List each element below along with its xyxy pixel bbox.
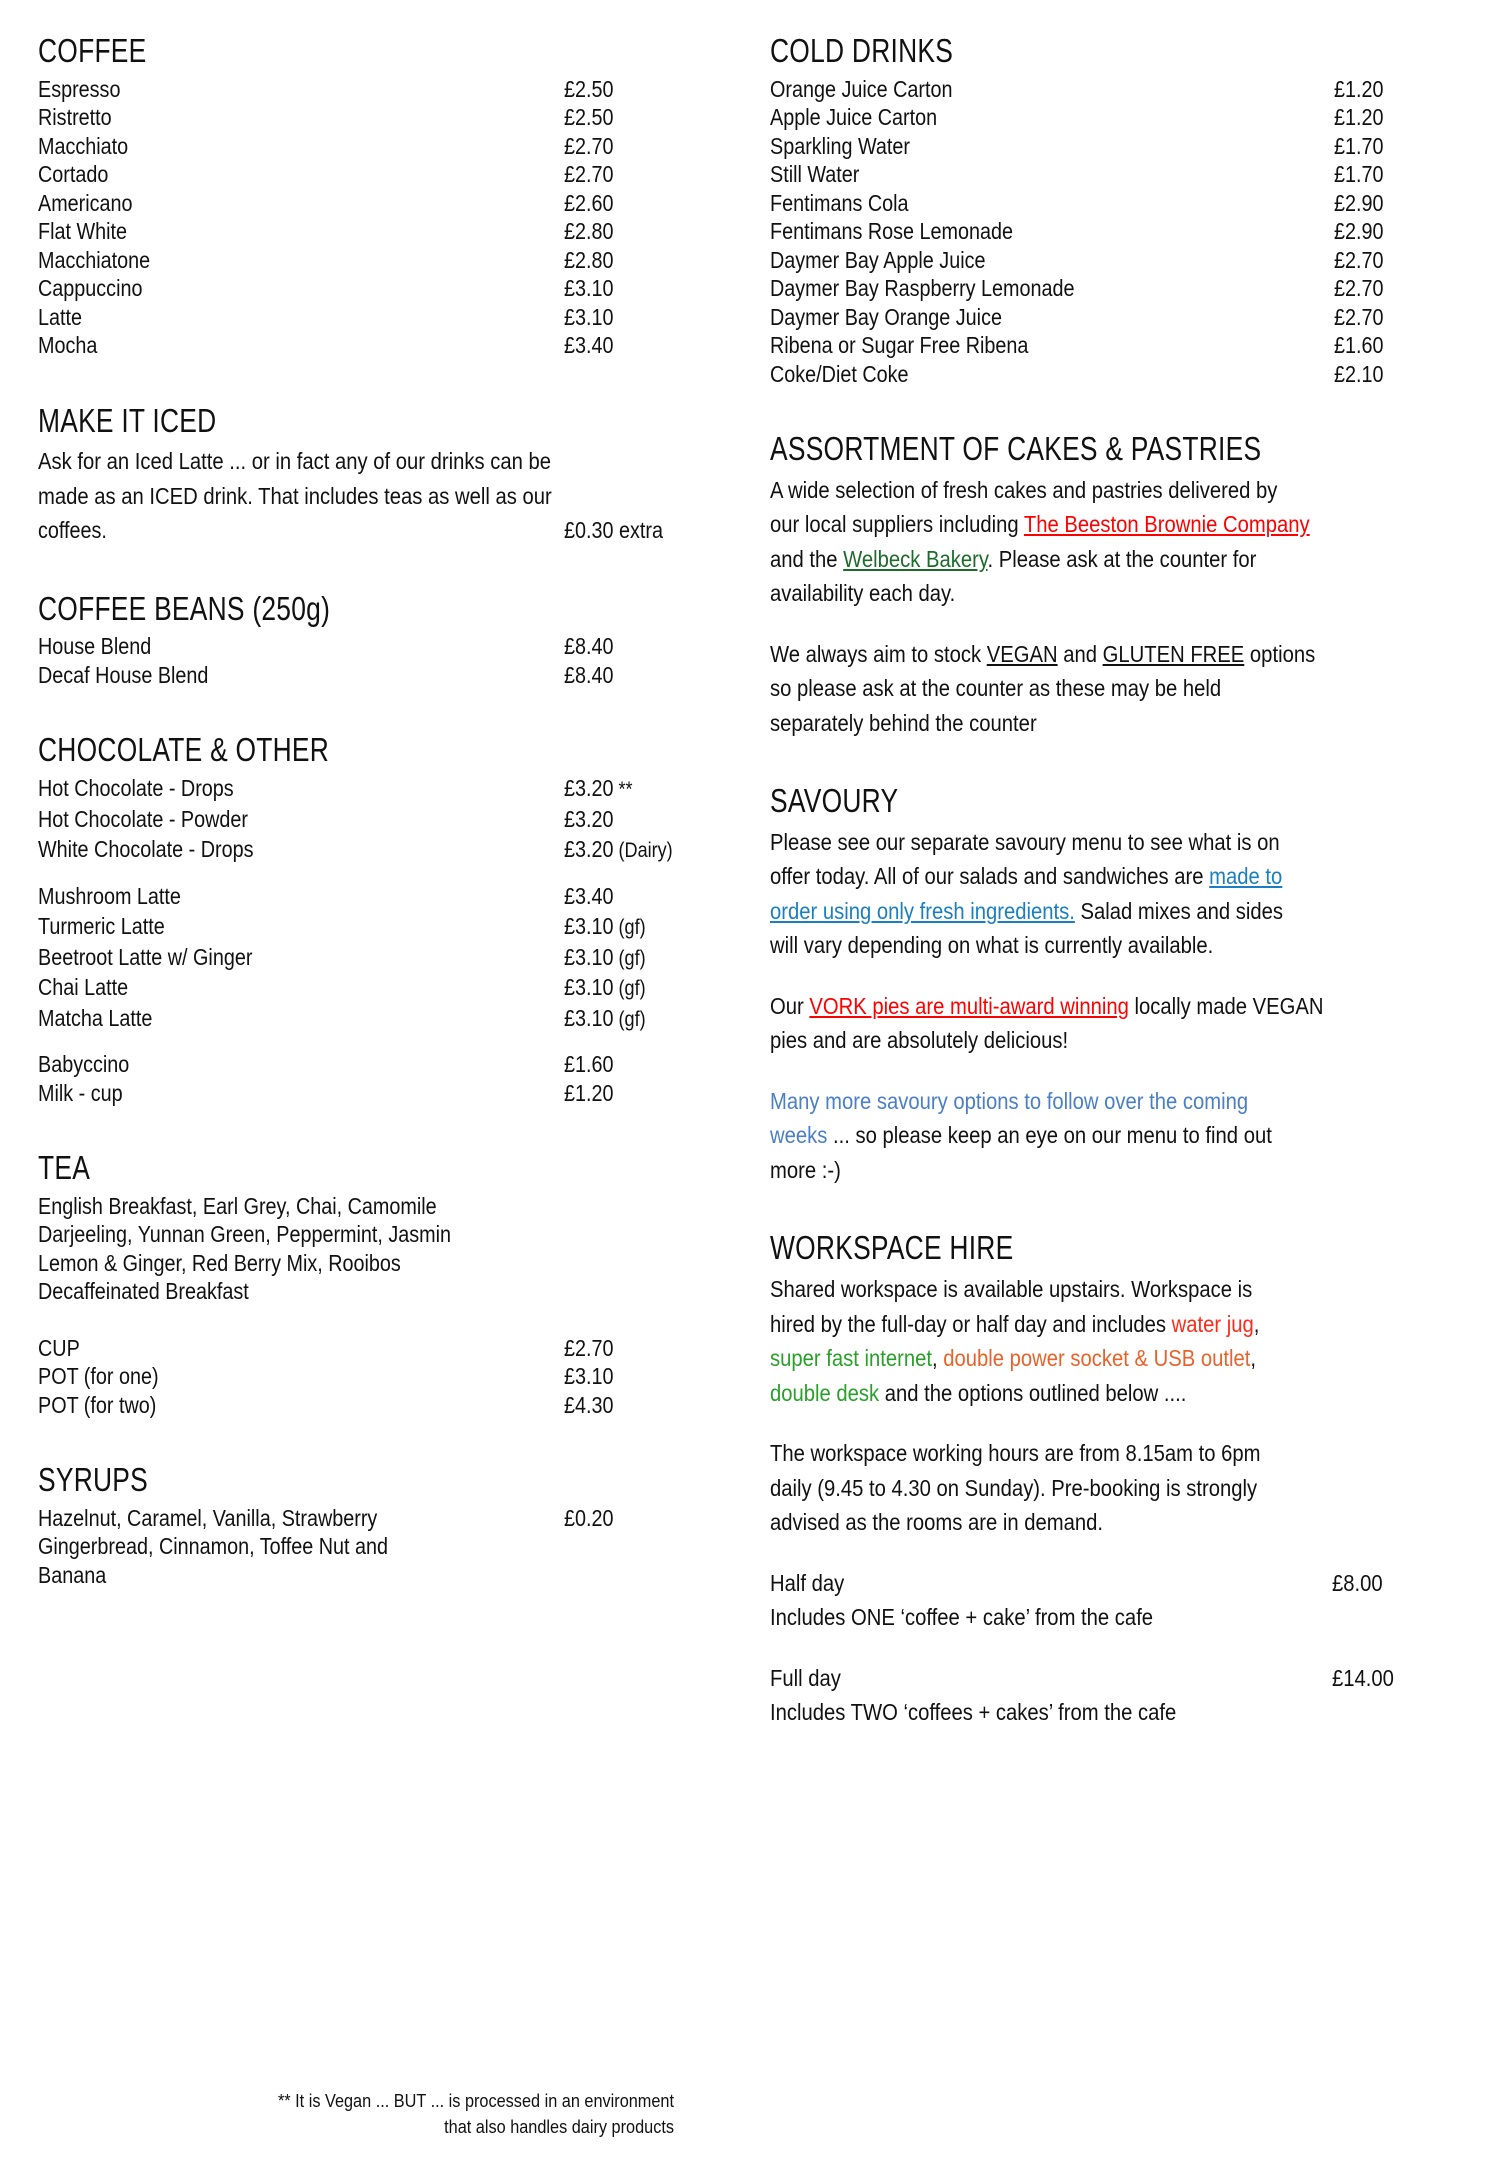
tea-variety-line: Darjeeling, Yunnan Green, Peppermint, Jasmin [38, 1221, 452, 1248]
item-name: Milk - cup [38, 1079, 123, 1106]
table-row [770, 246, 1462, 275]
item-price: £3.10 (gf) [564, 1004, 646, 1031]
item-name: Matcha Latte [38, 1004, 153, 1031]
table-row [38, 1561, 714, 1590]
item-name: Babyccino [38, 1051, 130, 1078]
spacer [770, 1540, 1462, 1566]
savoury-paragraph-3 [770, 1084, 1462, 1188]
item-name: Chai Latte [38, 974, 129, 1001]
item-name: Apple Juice Carton [770, 104, 938, 131]
item-price: £8.40 [564, 633, 614, 660]
table-row [38, 1504, 714, 1533]
table-row [38, 1532, 714, 1561]
item-price: £2.70 [1334, 303, 1384, 330]
link-made-to-order-part1[interactable]: made to [1209, 863, 1283, 890]
item-name: Mocha [38, 332, 98, 359]
item-price-suffix: (gf) [613, 1007, 646, 1031]
item-name: POT (for one) [38, 1363, 159, 1390]
item-name: Coke/Diet Coke [770, 360, 909, 387]
item-name: Cortado [38, 161, 109, 188]
item-name: White Chocolate - Drops [38, 836, 254, 863]
cakes-p2-line3: separately behind the counter [770, 709, 1037, 736]
item-name: Orange Juice Carton [770, 75, 953, 102]
tea-variety-line: Decaffeinated Breakfast [38, 1278, 249, 1305]
spacer [38, 866, 714, 882]
item-price: £3.20 (Dairy) [564, 836, 673, 863]
item-name: Daymer Bay Apple Juice [770, 246, 986, 273]
table-row [38, 774, 714, 805]
table-row [38, 661, 714, 690]
iced-line-1: Ask for an Iced Latte ... or in fact any of our drinks can be [38, 448, 552, 475]
highlight-water-jug: water jug [1171, 1310, 1254, 1337]
savoury-p1-line3: order using only fresh ingredients. Salad mixes and sides [770, 897, 1284, 924]
syrups-line-1: Hazelnut, Caramel, Vanilla, Strawberry [38, 1504, 378, 1531]
highlight-power-socket-usb: double power socket & USB outlet [943, 1345, 1251, 1372]
spacer [38, 360, 714, 404]
item-price: £3.10 [564, 1363, 614, 1390]
workspace-p1-line2: hired by the full-day or half day and includes water jug, [770, 1310, 1260, 1337]
highlight-super-fast-internet: super fast internet [770, 1345, 933, 1372]
item-price: £2.70 [1334, 275, 1384, 302]
workspace-half-day-row [770, 1566, 1462, 1601]
item-price: £4.30 [564, 1391, 614, 1418]
section-heading-syrups: SYRUPS [38, 1461, 149, 1499]
spacer [770, 1410, 1462, 1436]
iced-surcharge-price: £0.30 extra [564, 517, 663, 544]
table-row [770, 303, 1462, 332]
item-name: Latte [38, 303, 82, 330]
left-column [38, 34, 750, 1730]
spacer [38, 1107, 714, 1151]
make-it-iced-body [38, 444, 714, 513]
item-price: £2.90 [1334, 189, 1384, 216]
item-name: Americano [38, 189, 133, 216]
spacer [770, 740, 1462, 784]
link-beeston-brownie-company[interactable]: The Beeston Brownie Company [1023, 511, 1310, 538]
savoury-p3-line2: weeks ... so please keep an eye on our menu to find out [770, 1122, 1272, 1149]
highlight-double-desk: double desk [770, 1379, 880, 1406]
table-row [770, 274, 1462, 303]
tea-variety-line: Lemon & Ginger, Red Berry Mix, Rooibos [38, 1249, 401, 1276]
item-name: Daymer Bay Orange Juice [770, 303, 1002, 330]
syrups-line-2: Gingerbread, Cinnamon, Toffee Nut and [38, 1533, 389, 1560]
item-name: House Blend [38, 633, 152, 660]
cakes-paragraph-1 [770, 473, 1462, 611]
tea-varieties-list [38, 1192, 714, 1306]
item-price: £3.10 (gf) [564, 913, 646, 940]
item-price: £2.50 [564, 75, 614, 102]
table-row [770, 132, 1462, 161]
savoury-p3-line1: Many more savoury options to follow over the coming [770, 1087, 1249, 1114]
savoury-p2-line2: pies and are absolutely delicious! [770, 1027, 1069, 1054]
item-price: £2.70 [564, 132, 614, 159]
item-name: Beetroot Latte w/ Ginger [38, 943, 253, 970]
item-name: Cappuccino [38, 275, 143, 302]
table-row [770, 331, 1462, 360]
section-heading-coffee-beans: COFFEE BEANS (250g) [38, 589, 331, 627]
iced-line-2: made as an ICED drink. That includes teas as well as our [38, 482, 552, 509]
item-name: Ribena or Sugar Free Ribena [770, 332, 1029, 359]
table-row [770, 360, 1462, 389]
item-price: £2.70 [564, 161, 614, 188]
workspace-p2-line3: advised as the rooms are in demand. [770, 1509, 1104, 1536]
table-row [38, 1362, 714, 1391]
workspace-p1-line4: double desk and the options outlined below .... [770, 1379, 1187, 1406]
cakes-p2-line2: so please ask at the counter as these may be held [770, 675, 1222, 702]
link-welbeck-bakery[interactable]: Welbeck Bakery [843, 545, 988, 572]
section-heading-chocolate-other: CHOCOLATE & OTHER [38, 731, 330, 769]
item-name: Macchiatone [38, 246, 151, 273]
item-name: Flat White [38, 218, 128, 245]
emphasis-vegan: VEGAN [986, 640, 1058, 667]
item-price: £3.10 (gf) [564, 974, 646, 1001]
iced-surcharge-row [38, 513, 714, 548]
item-price: £2.10 [1334, 360, 1384, 387]
item-price: £2.70 [1334, 246, 1384, 273]
spacer [770, 1058, 1462, 1084]
item-price-suffix: (gf) [613, 916, 646, 940]
item-price: £3.10 [564, 303, 614, 330]
item-price: £1.20 [1334, 75, 1384, 102]
half-day-price: £8.00 [1332, 1569, 1383, 1596]
spacer [38, 1034, 714, 1050]
table-row [38, 882, 714, 913]
table-row [38, 246, 714, 275]
vegan-footnote [38, 2088, 674, 2140]
tea-variety-line: English Breakfast, Earl Grey, Chai, Camomile [38, 1192, 437, 1219]
item-price: £1.20 [564, 1079, 614, 1106]
item-price: £1.70 [1334, 132, 1384, 159]
item-price: £2.90 [1334, 218, 1384, 245]
spacer [38, 548, 714, 592]
spacer [770, 388, 1462, 432]
emphasis-gluten-free: GLUTEN FREE [1102, 640, 1245, 667]
spacer [38, 1306, 714, 1334]
cakes-p1-line2: our local suppliers including The Beeston Brownie Company [770, 511, 1310, 538]
item-price: £2.70 [564, 1334, 614, 1361]
two-column-layout [38, 34, 1474, 1730]
item-name: Fentimans Rose Lemonade [770, 218, 1014, 245]
syrups-price: £0.20 [564, 1504, 614, 1531]
item-price: £3.10 (gf) [564, 943, 646, 970]
footnote-line-1: ** It is Vegan ... BUT ... is processed in an environment [277, 2090, 674, 2111]
item-price: £2.50 [564, 104, 614, 131]
item-price: £2.60 [564, 189, 614, 216]
item-name: Still Water [770, 161, 860, 188]
syrups-body [38, 1504, 714, 1590]
item-name: Fentimans Cola [770, 189, 909, 216]
link-made-to-order-part2[interactable]: order using only fresh ingredients. [770, 897, 1075, 924]
section-heading-cakes-pastries: ASSORTMENT OF CAKES & PASTRIES [770, 430, 1262, 468]
table-row [770, 160, 1462, 189]
workspace-paragraph-2 [770, 1436, 1462, 1540]
workspace-paragraph-1 [770, 1272, 1462, 1410]
savoury-p1-line4: will vary depending on what is currently available. [770, 932, 1214, 959]
item-name: Sparkling Water [770, 132, 910, 159]
table-row [770, 103, 1462, 132]
item-price: £1.60 [1334, 332, 1384, 359]
table-row [38, 1079, 714, 1108]
item-price-suffix: (Dairy) [613, 839, 673, 863]
table-row [770, 217, 1462, 246]
item-name: Macchiato [38, 132, 129, 159]
item-name: Turmeric Latte [38, 913, 165, 940]
cakes-p1-line1: A wide selection of fresh cakes and pastries delivered by [770, 476, 1278, 503]
savoury-paragraph-2 [770, 989, 1462, 1058]
table-row [38, 217, 714, 246]
cold-drinks-item-list [770, 75, 1462, 389]
coffee-item-list [38, 75, 714, 360]
syrups-line-3: Banana [38, 1561, 107, 1588]
table-row [38, 274, 714, 303]
item-price-suffix: (gf) [613, 946, 646, 970]
item-name: Daymer Bay Raspberry Lemonade [770, 275, 1075, 302]
item-name: Espresso [38, 75, 121, 102]
spacer [38, 1419, 714, 1463]
chocolate-group-3 [38, 1050, 714, 1107]
item-price: £1.70 [1334, 161, 1384, 188]
chocolate-group-2 [38, 882, 714, 1035]
half-day-label: Half day [770, 1569, 845, 1596]
spacer [770, 1635, 1462, 1661]
savoury-p1-line1: Please see our separate savoury menu to see what is on [770, 828, 1280, 855]
item-price: £3.40 [564, 882, 614, 909]
cakes-paragraph-2 [770, 637, 1462, 741]
table-row [38, 805, 714, 836]
workspace-p2-line2: daily (9.45 to 4.30 on Sunday). Pre-booking is strongly [770, 1474, 1258, 1501]
table-row [38, 303, 714, 332]
item-price: £2.80 [564, 218, 614, 245]
cakes-p2-line1: We always aim to stock VEGAN and GLUTEN FREE options [770, 640, 1316, 667]
table-row [38, 132, 714, 161]
spacer [770, 963, 1462, 989]
table-row [38, 973, 714, 1004]
savoury-p3-line3: more :-) [770, 1156, 841, 1183]
item-price-suffix: ** [613, 778, 633, 802]
table-row [38, 75, 714, 104]
table-row [38, 1391, 714, 1420]
savoury-p1-line2: offer today. All of our salads and sandwiches are made to [770, 863, 1283, 890]
right-column [750, 34, 1462, 1730]
table-row [38, 632, 714, 661]
section-heading-make-it-iced: MAKE IT ICED [38, 401, 217, 439]
item-price: £1.20 [1334, 104, 1384, 131]
table-row [770, 75, 1462, 104]
coffee-beans-item-list [38, 632, 714, 689]
full-day-price: £14.00 [1332, 1664, 1394, 1691]
item-price: £3.40 [564, 332, 614, 359]
workspace-half-day-note: Includes ONE ‘coffee + cake’ from the cafe [770, 1604, 1154, 1631]
iced-surcharge-label: coffees. [38, 517, 107, 544]
table-row [38, 835, 714, 866]
item-price: £3.10 [564, 275, 614, 302]
table-row [38, 160, 714, 189]
item-name: Decaf House Blend [38, 661, 209, 688]
table-row [38, 189, 714, 218]
item-name: Mushroom Latte [38, 882, 181, 909]
workspace-full-day-row [770, 1661, 1462, 1696]
item-price: £2.80 [564, 246, 614, 273]
item-name: Hot Chocolate - Powder [38, 805, 249, 832]
full-day-label: Full day [770, 1664, 841, 1691]
workspace-p1-line3: super fast internet, double power socket & USB outlet, [770, 1345, 1257, 1372]
savoury-paragraph-1 [770, 825, 1462, 963]
footnote-line-2: that also handles dairy products [444, 2116, 674, 2137]
table-row [38, 1050, 714, 1079]
workspace-full-day-note: Includes TWO ‘coffees + cakes’ from the cafe [770, 1699, 1177, 1726]
section-heading-cold-drinks: COLD DRINKS [770, 32, 954, 69]
table-row [38, 943, 714, 974]
table-row [38, 1334, 714, 1363]
table-row [770, 189, 1462, 218]
workspace-p2-line1: The workspace working hours are from 8.15am to 6pm [770, 1440, 1261, 1467]
table-row [38, 912, 714, 943]
item-price-suffix: (gf) [613, 977, 646, 1001]
link-vork-pies[interactable]: VORK pies are multi-award winning [809, 992, 1129, 1019]
item-price: £8.40 [564, 661, 614, 688]
item-name: CUP [38, 1334, 80, 1361]
savoury-p2-line1: Our VORK pies are multi-award winning locally made VEGAN [770, 992, 1324, 1019]
table-row [38, 103, 714, 132]
table-row [38, 331, 714, 360]
spacer [38, 689, 714, 733]
item-price: £1.60 [564, 1051, 614, 1078]
item-price: £3.20 ** [564, 775, 633, 802]
item-name: Ristretto [38, 104, 112, 131]
spacer [770, 611, 1462, 637]
cakes-p1-line4: availability each day. [770, 580, 956, 607]
workspace-p1-line1: Shared workspace is available upstairs. Workspace is [770, 1276, 1253, 1303]
section-heading-savoury: SAVOURY [770, 782, 899, 820]
table-row [38, 1004, 714, 1035]
spacer [770, 1187, 1462, 1231]
tea-price-list [38, 1334, 714, 1420]
chocolate-group-1 [38, 774, 714, 866]
cakes-p1-line3: and the Welbeck Bakery. Please ask at the counter for [770, 545, 1257, 572]
item-price: £3.20 [564, 805, 614, 832]
section-heading-coffee: COFFEE [38, 32, 147, 69]
item-name: POT (for two) [38, 1391, 157, 1418]
section-heading-workspace-hire: WORKSPACE HIRE [770, 1229, 1014, 1267]
section-heading-tea: TEA [38, 1149, 91, 1187]
item-name: Hot Chocolate - Drops [38, 775, 234, 802]
